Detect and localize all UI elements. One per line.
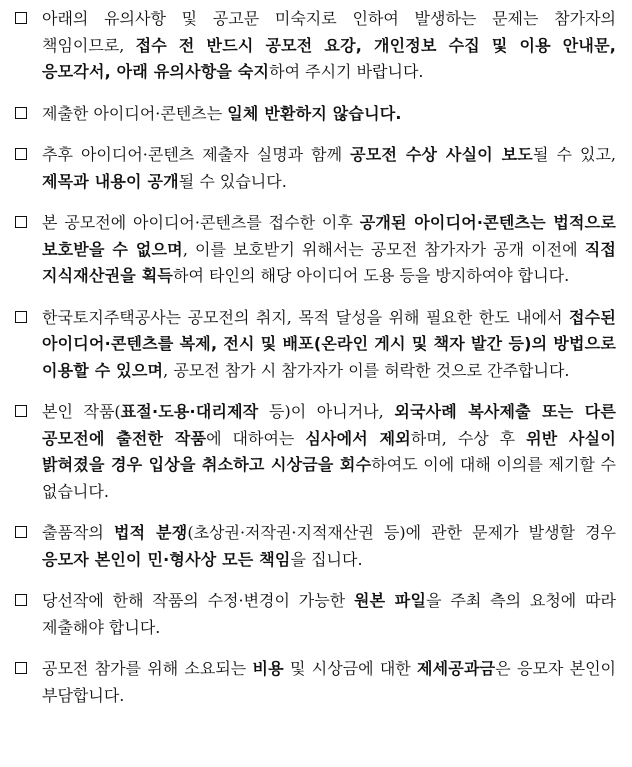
notice-item [0, 6, 632, 86]
notice-emphasis: 공모전 수상 사실이 보도 [350, 145, 533, 164]
notice-emphasis: 공개된 아이디어·콘텐츠는 법적으로 보호받을 수 없으며 [42, 213, 616, 259]
notice-text-segment: 제출한 아이디어·콘텐츠는 [42, 103, 228, 123]
checkbox-icon [15, 148, 27, 160]
checkbox-icon [15, 526, 27, 538]
notice-text-segment: 될 수 있습니다. [178, 171, 287, 191]
notice-emphasis: 심사에서 제외 [305, 428, 411, 448]
notice-text [42, 213, 616, 285]
checkbox-icon [15, 662, 27, 674]
notice-item [0, 210, 632, 290]
checkbox-icon [15, 311, 27, 323]
notice-text [42, 9, 616, 81]
notice-emphasis: 일체 반환하지 않습니다. [227, 103, 402, 123]
notice-text-segment: 아래의 유의사항 및 공고문 미숙지로 인하여 발생하는 문제는 참가자의 책임이므로, [42, 9, 616, 55]
checkbox-icon [15, 107, 27, 119]
notice-text [42, 104, 402, 123]
notice-emphasis: 접수 전 반드시 공모전 요강, 개인정보 수집 및 이용 안내문, 응모각서, 아래 유의사항을 숙지 [42, 35, 617, 81]
notice-emphasis: 제세공과금 [417, 659, 496, 678]
notice-emphasis: 법적 분쟁 [113, 523, 188, 542]
notice-item [0, 142, 632, 195]
notice-emphasis: 직접 지식재산권을 획득 [42, 239, 616, 285]
notice-emphasis: 원본 파일 [353, 591, 427, 610]
notice-text [42, 308, 616, 380]
notice-text-segment: 하여 타인의 해당 아이디어 도용 등을 방지하여야 합니다. [173, 266, 570, 285]
checkbox-icon [15, 594, 27, 606]
notice-text [42, 659, 616, 705]
notice-emphasis: 접수된 아이디어·콘텐츠를 복제, 전시 및 배포(온라인 게시 및 책자 발간 등)의 방법으로 이용할 수 있으며 [42, 307, 616, 380]
notice-text-segment: , 공모전 참가 시 참가자가 이를 허락한 것으로 간주합니다. [163, 360, 570, 380]
notice-text-segment: , 이를 보호받기 위해서는 공모전 참가자가 공개 이전에 [182, 239, 585, 259]
notice-item [0, 588, 632, 641]
notice-item [0, 399, 632, 505]
notice-text-segment: (초상권·저작권·지적재산권 등)에 관한 문제가 발생할 경우 [187, 523, 617, 542]
checkbox-icon [15, 405, 27, 417]
notice-text-segment: 및 시상금에 대한 [283, 659, 417, 678]
notice-text-segment: 은 응모자 본인이 부담합니다. [42, 659, 616, 705]
notice-emphasis: 위반 사실이 밝혀졌을 경우 입상을 취소하고 시상금을 회수 [42, 428, 616, 474]
notice-text-segment: 당선작에 한해 작품의 수정·변경이 가능한 [42, 591, 354, 610]
notice-text [42, 402, 616, 501]
notice-text-segment: 공모전 참가를 위해 소요되는 [42, 659, 253, 678]
notice-item [0, 656, 632, 709]
notice-item [0, 101, 632, 128]
notice-text [42, 523, 616, 569]
notice-emphasis: 제목과 내용이 공개 [42, 171, 179, 191]
notice-text-segment: 될 수 있고, [532, 145, 616, 164]
notice-text-segment: 본인 작품( [42, 402, 121, 421]
notice-text-segment: 을 주최 측의 요청에 따라 제출해야 합니다. [42, 591, 616, 637]
notice-text-segment: 한국토지주택공사는 공모전의 취지, 목적 달성을 위해 필요한 한도 내에서 [42, 307, 570, 327]
checkbox-icon [15, 12, 27, 24]
notice-text-segment: 하며, 수상 후 [410, 428, 527, 448]
notice-text-segment: 추후 아이디어·콘텐츠 제출자 실명과 함께 [42, 145, 351, 164]
notice-emphasis: 응모자 본인이 민·형사상 모든 책임 [42, 549, 291, 569]
notice-text [42, 591, 616, 637]
notice-text-segment: 하여도 이에 대해 이의를 제기할 수 없습니다. [42, 455, 616, 501]
checkbox-icon [15, 216, 27, 228]
notice-item [0, 520, 632, 573]
notice-text [42, 145, 616, 191]
notice-emphasis: 표절·도용·대리제작 [120, 402, 259, 421]
notice-text-segment: 하여 주시기 바랍니다. [269, 62, 424, 81]
notice-emphasis: 외국사례 복사제출 또는 다른 공모전에 출전한 작품 [42, 402, 617, 448]
notice-emphasis: 비용 [252, 659, 284, 678]
notice-item [0, 305, 632, 385]
notice-text-segment: 을 집니다. [290, 549, 363, 569]
notice-text-segment: 출품작의 [42, 523, 114, 542]
notice-list [0, 6, 632, 709]
notice-text-segment: 등)이 아니거나, [258, 402, 395, 421]
notice-text-segment: 본 공모전에 아이디어·콘텐츠를 접수한 이후 [42, 213, 360, 232]
notice-text-segment: 에 대하여는 [206, 428, 306, 448]
